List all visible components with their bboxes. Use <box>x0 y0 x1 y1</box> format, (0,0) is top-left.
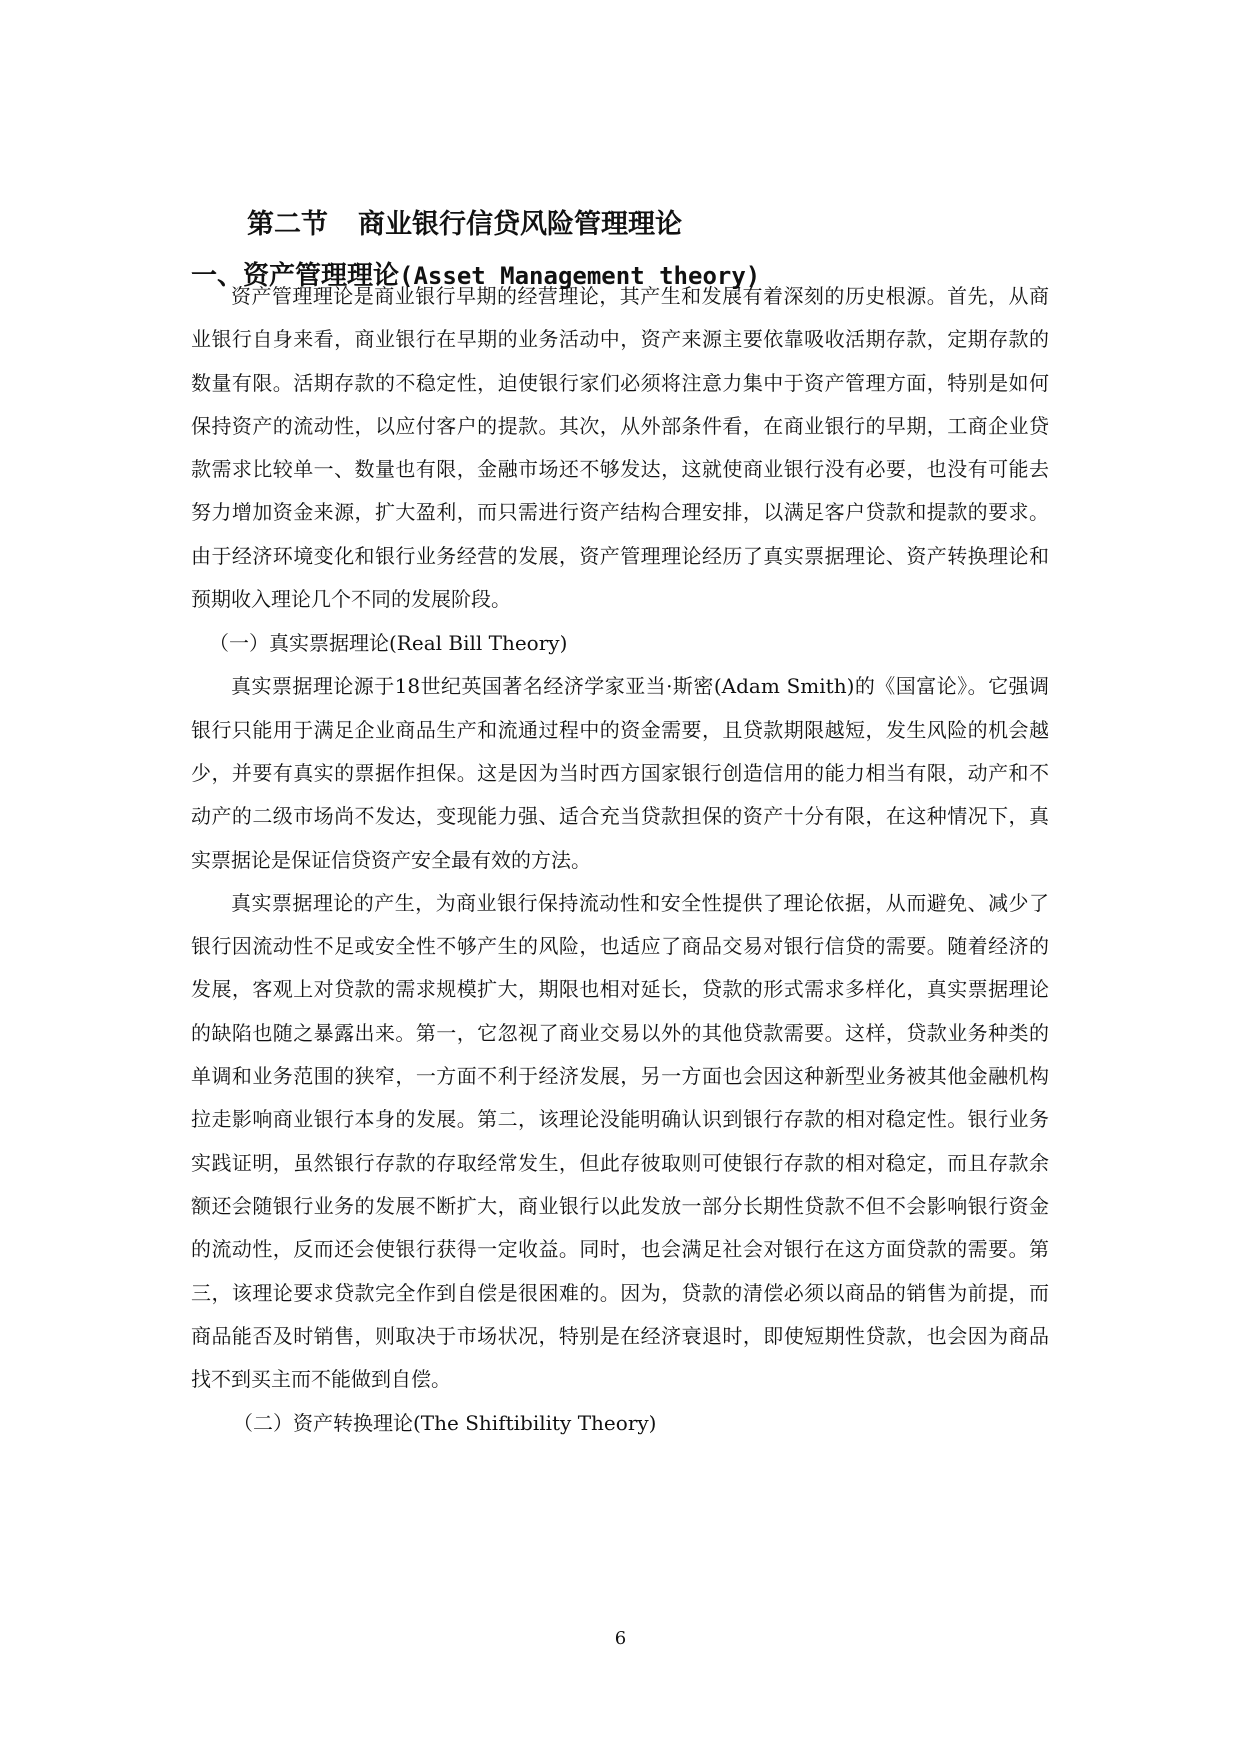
page-number: 6 <box>614 1628 627 1649</box>
section-title-text: 商业银行信贷风险管理理论 <box>358 209 682 240</box>
heading-en: (Asset Management theory) <box>399 262 761 290</box>
body-text <box>191 275 1049 1445</box>
subheading-real-bill-theory: （一）真实票据理论(Real Bill Theory) <box>209 631 568 656</box>
section-number: 第二节 <box>247 209 328 240</box>
paragraph-asset-management-intro: 资产管理理论是商业银行早期的经营理论，其产生和发展有着深刻的历史根源。首先，从商业银行自身来看，商业银行在早期的业务活动中，资产来源主要依靠吸收活期存款，定期存款的数量有限。活期存款的不稳定性，迫使银行家们必须将注意力集中于资产管理方面，特别是如何保持资产的流动性，以应付客户的提款。其次，从外部条件看，在商业银行的早期，工商企业贷款需求比较单一、数量也有限，金融市场还不够发达，这就使商业银行没有必要，也没有可能去努力增加资金来源，扩大盈利，而只需进行资产结构合理安排，以满足客户贷款和提款的要求。由于经济环境变化和银行业务经营的发展，资产管理理论经历了真实票据理论、资产转换理论和预期收入理论几个不同的发展阶段。 <box>191 284 1049 612</box>
heading-zh: 一、资产管理理论 <box>191 261 400 291</box>
paragraph-real-bill-origin: 真实票据理论源于18世纪英国著名经济学家亚当·斯密(Adam Smith)的《国富论》。它强调银行只能用于满足企业商品生产和流通过程中的资金需要，且贷款期限越短，发生风险的机会越少，并要有真实的票据作担保。这是因为当时西方国家银行创造信用的能力相当有限，动产和不动产的二级市场尚不发达，变现能力强、适合充当贷款担保的资产十分有限，在这种情况下，真实票据论是保证信贷资产安全最有效的方法。 <box>191 674 1049 872</box>
section-title <box>247 205 682 245</box>
paragraph-real-bill-evaluation: 真实票据理论的产生，为商业银行保持流动性和安全性提供了理论依据，从而避免、减少了银行因流动性不足或安全性不够产生的风险，也适应了商品交易对银行信贷的需要。随着经济的发展，客观上对贷款的需求规模扩大，期限也相对延长，贷款的形式需求多样化，真实票据理论的缺陷也随之暴露出来。第一，它忽视了商业交易以外的其他贷款需要。这样，贷款业务种类的单调和业务范围的狭窄，一方面不利于经济发展，另一方面也会因这种新型业务被其他金融机构拉走影响商业银行本身的发展。第二，该理论没能明确认识到银行存款的相对稳定性。银行业务实践证明，虽然银行存款的存取经常发生，但此存彼取则可使银行存款的相对稳定，而且存款余额还会随银行业务的发展不断扩大，商业银行以此发放一部分长期性贷款不但不会影响银行资金的流动性，反而还会使银行获得一定收益。同时，也会满足社会对银行在这方面贷款的需要。第三，该理论要求贷款完全作到自偿是很困难的。因为，贷款的清偿必须以商品的销售为前提，而商品能否及时销售，则取决于市场状况，特别是在经济衰退时，即使短期性贷款，也会因为商品找不到买主而不能做到自偿。 <box>191 890 1049 1392</box>
subheading-shiftibility-theory: （二）资产转换理论(The Shiftibility Theory) <box>233 1411 657 1436</box>
